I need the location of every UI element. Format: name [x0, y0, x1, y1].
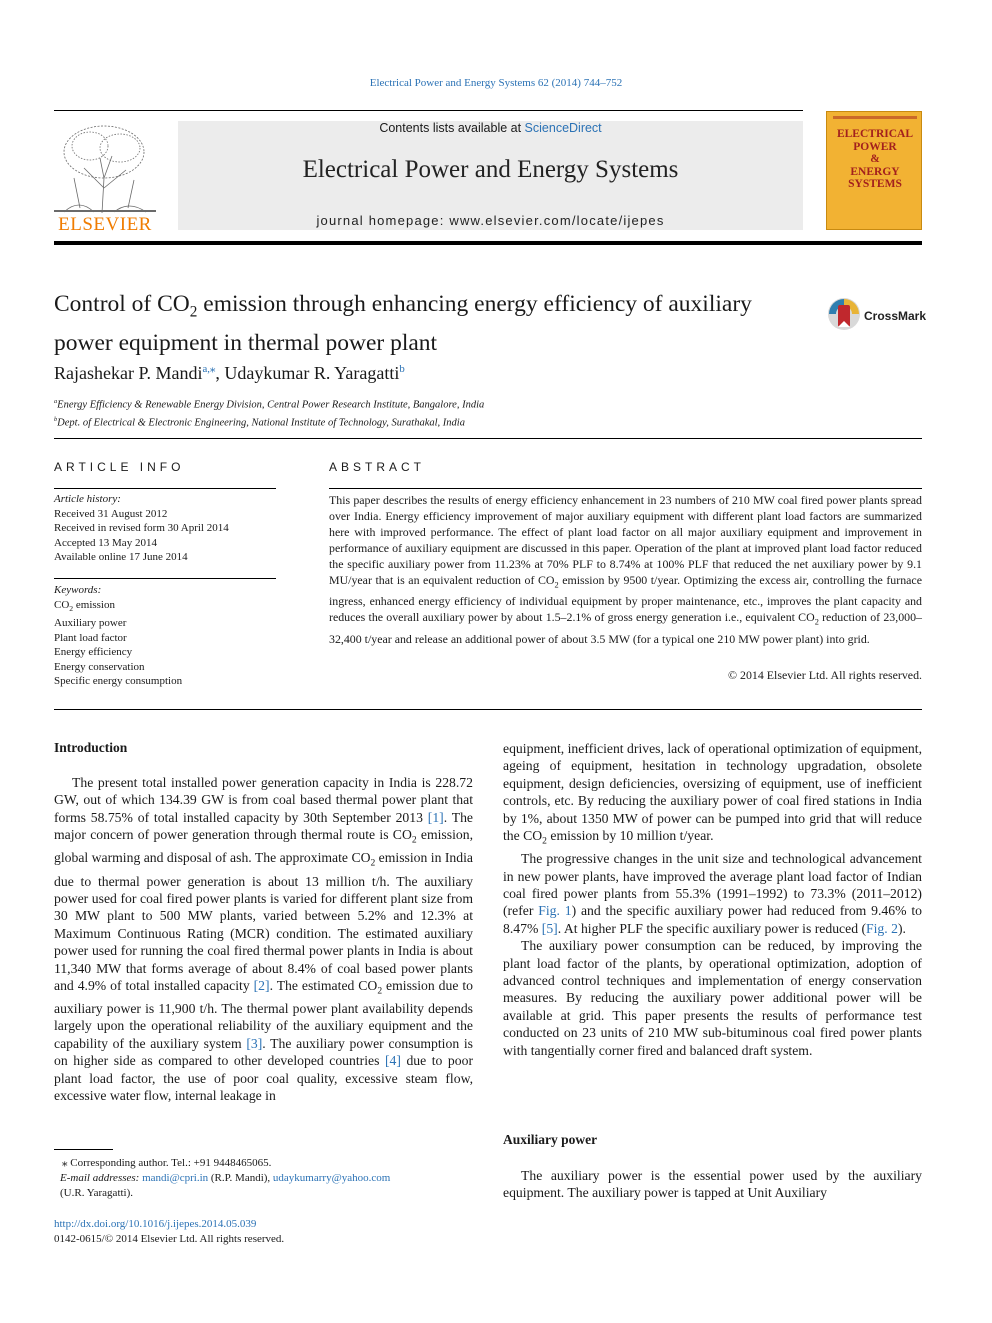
- history-revised: Received in revised form 30 April 2014: [54, 522, 229, 534]
- email-note: [54, 1171, 473, 1201]
- keyword-item: Auxiliary power: [54, 617, 127, 630]
- citation-link[interactable]: [2]: [253, 977, 270, 993]
- history-received: Received 31 August 2012: [54, 507, 168, 520]
- cover-header-strip: [833, 116, 917, 119]
- affil-marker: b: [54, 415, 58, 423]
- keyword-subscript: 2: [69, 603, 74, 613]
- email-link[interactable]: udaykumarry@yahoo.com: [272, 1172, 391, 1184]
- crossmark-icon: [826, 296, 862, 332]
- doi-block: [54, 1217, 284, 1247]
- abstract-subscript: 2: [554, 580, 559, 590]
- body-subscript: 2: [370, 858, 376, 870]
- history-online: Available online 17 June 2014: [54, 551, 188, 563]
- author-list: [54, 362, 405, 384]
- body-text: emission, global warming and disposal of ash. The approximate CO: [54, 827, 473, 866]
- auxiliary-power-heading: Auxiliary power: [503, 1132, 598, 1147]
- contents-prefix: Contents lists available at: [379, 121, 525, 135]
- keywords-label: Keywords:: [54, 584, 102, 596]
- figure-link[interactable]: Fig. 1: [538, 903, 572, 919]
- citation-link[interactable]: [1]: [427, 809, 444, 825]
- body-paragraph: [54, 774, 473, 1105]
- info-rule: [54, 488, 276, 489]
- footnotes: [54, 1156, 473, 1201]
- abstract-rule: [329, 488, 922, 489]
- title-text: emission through enhancing energy efficiency of auxiliary power equipment in thermal power plant: [54, 291, 752, 356]
- keyword-item: [54, 598, 279, 617]
- citation-link[interactable]: [3]: [246, 1035, 263, 1051]
- doi-link[interactable]: http://dx.doi.org/10.1016/j.ijepes.2014.05.039: [54, 1218, 257, 1230]
- body-paragraph: The auxiliary power consumption can be reduced, by improving the plant load factor of the plants, by operational optimization, adoption of advanced control techniques and implementation of energy conservation measures. By reducing the auxiliary power additional power will be available at grid. This paper presents the results of performance test conducted on 23 units of 210 MW sub-bituminous coal fired power plants with tangentially corner fired and balanced draft system.: [503, 938, 922, 1058]
- cover-line: ENERGY: [850, 165, 900, 178]
- cover-line: &: [870, 153, 880, 165]
- section-rule: [54, 709, 922, 710]
- title-subscript: 2: [189, 303, 198, 321]
- body-text: ) and the specific auxiliary power had reduced from 9.46% to 8.47%: [503, 903, 922, 936]
- journal-homepage[interactable]: journal homepage: www.elsevier.com/locate/ijepes: [316, 213, 665, 228]
- body-text: . At higher PLF the specific auxiliary power is reduced (: [557, 920, 867, 936]
- right-column: [503, 740, 922, 1059]
- email-owner: (U.R. Yaragatti).: [60, 1187, 134, 1199]
- journal-cover-thumbnail[interactable]: [826, 111, 922, 230]
- elsevier-wordmark: ELSEVIER: [58, 214, 152, 235]
- abstract-subscript: 2: [814, 617, 819, 627]
- affiliation-b: [54, 413, 484, 431]
- body-paragraph: [503, 740, 922, 850]
- body-text: due to poor plant load factor, the use of poor coal quality, excessive steam flow, excessive water flow, internal leakage in: [54, 1053, 474, 1104]
- email-owner: (R.P. Mandi),: [208, 1172, 273, 1184]
- section-rule: [54, 438, 922, 439]
- abstract-text: emission by 9500 t/year. Optimizing the excess air, controlling the furnace ingress, enhanced energy efficiency of individual equipment by proper maintenance, etc., improves the plant capacity and reduces the overall auxiliary power by about 1.5–2.1% of gross energy generation i.e., equivalent CO: [329, 573, 922, 625]
- citation-link[interactable]: [4]: [384, 1053, 401, 1069]
- abstract-heading: ABSTRACT: [329, 460, 426, 474]
- article-info-heading: ARTICLE INFO: [54, 460, 185, 474]
- sciencedirect-link[interactable]: ScienceDirect: [524, 121, 602, 135]
- keyword-text: emission: [73, 598, 115, 611]
- body-text: emission in India due to thermal power generation is about 13 million t/h. The auxiliary power used for coal fired power plants is varied for different plant size from 30 MW plant to 500 MW plants, varied between 5.2% and 12.3% at Maximum Continuous Rating (MCR) condition. The estimated auxiliary power used for running the coal fired thermal power plants in India is about 11,340 MW that forms average of about 8.4% of coal based power plants and 4.9% of total installed capacity: [54, 850, 473, 993]
- abstract-text: reduction of 23,000–32,400 t/year and release an additional power of about 3.5 MW (for a typical one 210 MW power plant) into grid.: [329, 610, 922, 646]
- body-text: ).: [897, 920, 906, 936]
- body-text: equipment, inefficient drives, lack of operational optimization of equipment, ageing of equipment, hesitation in technology upgradation, obsolete equipment, design deficiencies, oversizing of equipment, use of inefficient controls, etc. By reducing the auxiliary power of coal fired stations in India by 1%, about 1350 MW of power can be pumped into grid that will reduce the CO: [503, 741, 922, 844]
- body-subscript: 2: [377, 985, 383, 997]
- body-text: . The major concern of power generation through thermal route is CO: [54, 809, 473, 843]
- body-text: . The auxiliary power consumption is on higher side as compared to other developed countries: [54, 1035, 474, 1069]
- history-accepted: Accepted 13 May 2014: [54, 536, 157, 549]
- elsevier-logo: [54, 118, 156, 236]
- body-subscript: 2: [411, 834, 417, 846]
- keywords-list: [54, 583, 279, 689]
- email-link[interactable]: mandi@cpri.in: [142, 1172, 209, 1184]
- affil-marker: a: [54, 398, 58, 405]
- citation-link[interactable]: [5]: [541, 920, 558, 936]
- corresponding-author-note: ⁎ Corresponding author. Tel.: +91 9448465065.: [62, 1157, 272, 1169]
- author-affil-marker[interactable]: b: [399, 363, 405, 375]
- journal-masthead: [178, 121, 803, 230]
- abstract-body: [329, 492, 922, 647]
- contents-availability: [178, 121, 803, 135]
- affil-text: Dept. of Electrical & Electronic Engineering, National Institute of Technology, Surathakal, India: [57, 417, 465, 428]
- masthead-thick-rule: [54, 241, 922, 245]
- title-text: Control of CO: [54, 291, 190, 317]
- cover-line: SYSTEMS: [848, 178, 902, 190]
- issn-copyright: 0142-0615/© 2014 Elsevier Ltd. All rights reserved.: [54, 1233, 285, 1245]
- abstract-text: This paper describes the results of energy efficiency enhancement in 23 numbers of 210 MW coal fired power plants spread over India. Energy efficiency improvement of major auxiliary equipment with different plant load factors are summarized here with improved performance. The effect of plant load factor on all major auxiliary equipment and improvement in performance of auxiliary equipment are discussed in this paper. Operation of the plant at improved plant load factor reduced the specific auxiliary power from 11.23% at 70% PLF to 8.74% at 100% PLF that reduced the net auxiliary power by 9.1 MU/year that is an equivalent reduction of CO: [329, 493, 922, 587]
- header-rule: [54, 110, 803, 111]
- article-history: [54, 492, 279, 565]
- info-rule: [54, 578, 276, 579]
- keyword-item: Plant load factor: [54, 631, 127, 644]
- footnote-rule: [54, 1149, 113, 1150]
- crossmark-badge[interactable]: [826, 296, 927, 332]
- author-separator: ,: [215, 363, 225, 383]
- affil-text: Energy Efficiency & Renewable Energy Division, Central Power Research Institute, Bangalore, India: [57, 399, 485, 411]
- affiliation-a: [54, 395, 484, 413]
- affiliations: [54, 395, 484, 430]
- introduction-heading: Introduction: [54, 740, 128, 755]
- body-paragraph: [503, 850, 922, 937]
- author-name[interactable]: Udaykumar R. Yaragatti: [224, 363, 400, 383]
- elsevier-tree-icon: [54, 118, 156, 216]
- keyword-text: CO: [54, 598, 70, 611]
- body-text: The present total installed power generation capacity in India is 228.72 GW, out of which 134.39 GW is from coal based thermal power plant that forms 58.75% of total installed capacity by 30th September 2013: [54, 775, 473, 825]
- abstract-copyright: © 2014 Elsevier Ltd. All rights reserved.: [728, 668, 922, 682]
- body-text: The progressive changes in the unit size and technological advancement in new power plants, have improved the average plant load factor of Indian coal fired power plants from 55.3% (1991–1992) to 73.3% (2011–2012) (refer: [503, 851, 922, 919]
- figure-link[interactable]: Fig. 2: [866, 920, 898, 936]
- keyword-item: Energy efficiency: [54, 646, 133, 659]
- author-name[interactable]: Rajashekar P. Mandi: [54, 363, 203, 383]
- email-label: E-mail addresses:: [60, 1172, 143, 1184]
- body-paragraph: The auxiliary power is the essential power used by the auxiliary equipment. The auxiliary power is tapped at Unit Auxiliary: [503, 1168, 922, 1201]
- body-text: . The estimated CO: [269, 977, 378, 993]
- body-text: emission by 10 million t/year.: [546, 828, 714, 844]
- right-column-continued: [503, 1167, 922, 1202]
- journal-title: Electrical Power and Energy Systems: [302, 156, 679, 183]
- journal-reference[interactable]: Electrical Power and Energy Systems 62 (2014) 744–752: [369, 77, 623, 89]
- body-subscript: 2: [542, 835, 547, 847]
- cover-line: POWER: [853, 140, 897, 153]
- left-column: [54, 774, 473, 1105]
- article-title: [54, 289, 814, 358]
- keyword-item: Specific energy consumption: [54, 675, 183, 688]
- body-text: emission due to auxiliary power is 11,900 t/h. The thermal power plant availability depends largely upon the operational reliability of the auxiliary equipment and the capability of the auxiliary system: [54, 977, 473, 1051]
- author-affil-marker[interactable]: a,⁎: [202, 363, 216, 375]
- cover-line: ELECTRICAL: [836, 128, 914, 140]
- cover-title: [831, 128, 919, 191]
- history-label: Article history:: [54, 493, 121, 505]
- keyword-item: Energy conservation: [54, 660, 145, 673]
- crossmark-label: CrossMark: [864, 309, 927, 323]
